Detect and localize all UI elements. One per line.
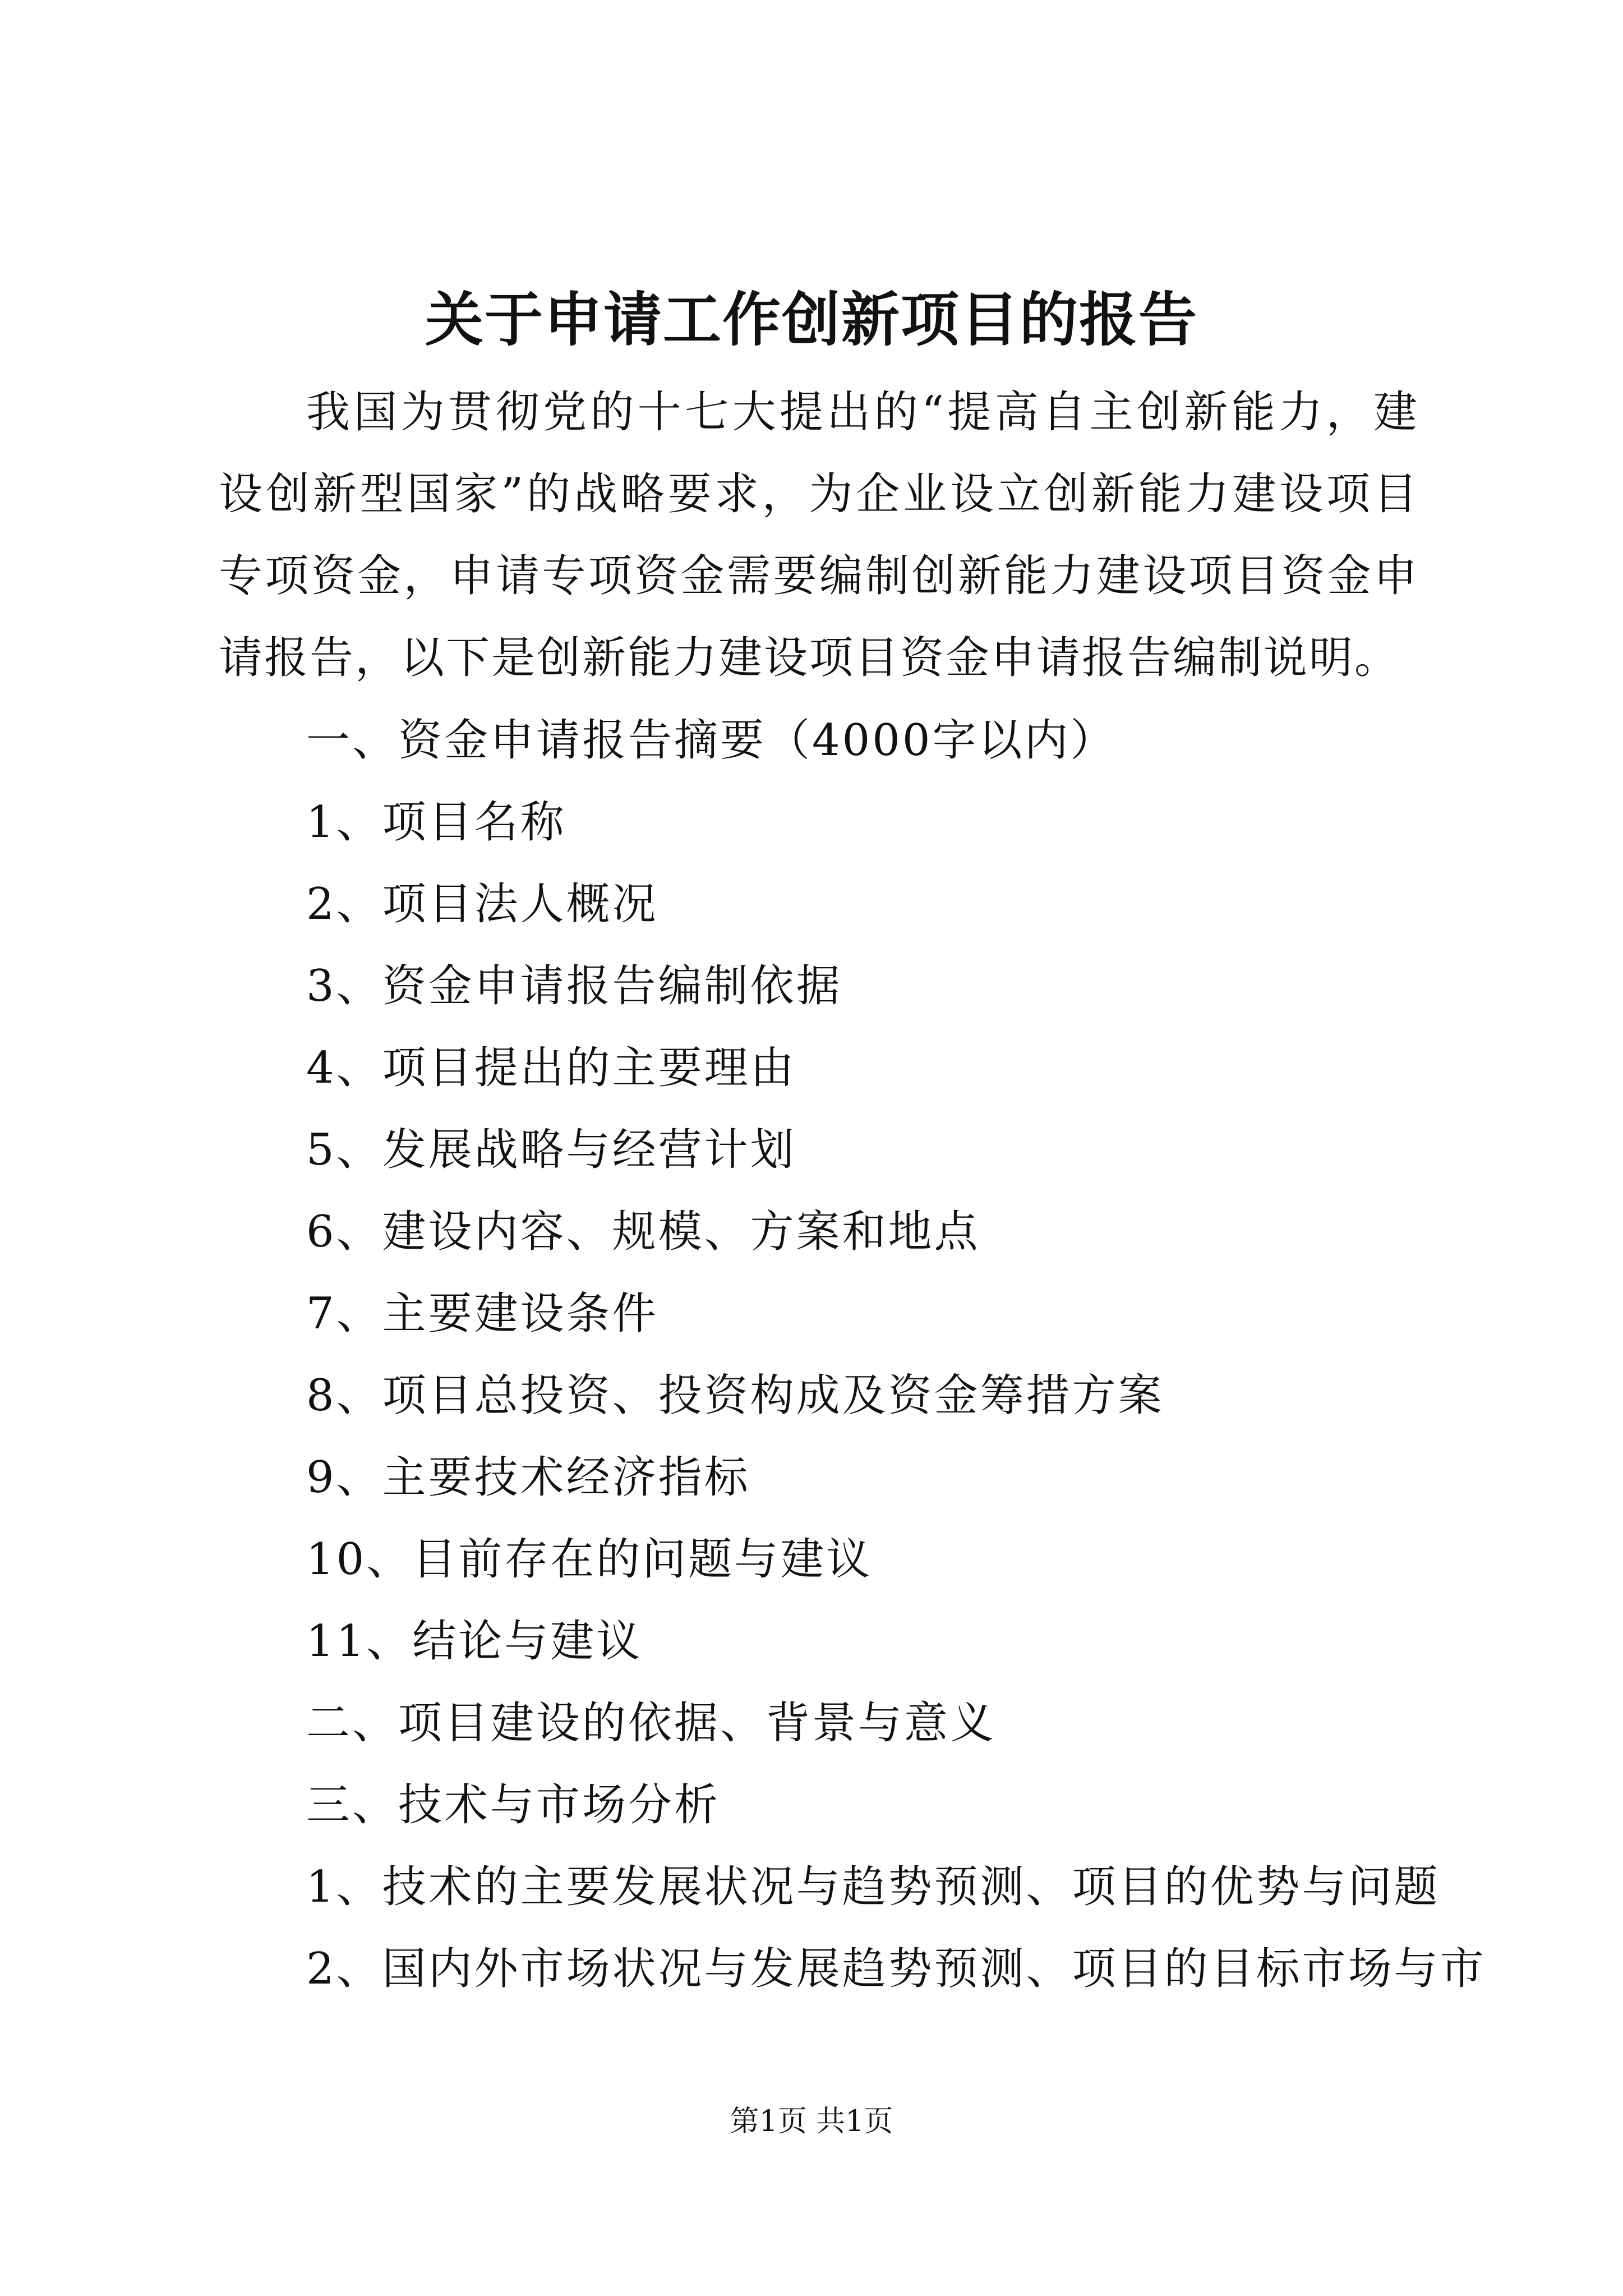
outline-item: 4、项目提出的主要理由 — [306, 1043, 796, 1093]
outline-item: 1、技术的主要发展状况与趋势预测、项目的优势与问题 — [306, 1862, 1440, 1912]
outline-item: 8、项目总投资、投资构成及资金筹措方案 — [306, 1370, 1164, 1421]
outline-item: 3、资金申请报告编制依据 — [306, 961, 842, 1011]
outline-item: 11、结论与建议 — [306, 1616, 643, 1667]
outline-item: 2、国内外市场状况与发展趋势预测、项目的目标市场与市 — [306, 1944, 1486, 1994]
outline-list — [306, 700, 1486, 2010]
page-footer: 第1页 共1页 — [730, 2105, 893, 2138]
outline-item: 三、技术与市场分析 — [306, 1780, 721, 1830]
outline-item: 2、项目法人概况 — [306, 879, 658, 930]
outline-item: 1、项目名称 — [306, 797, 566, 848]
outline-item: 10、目前存在的问题与建议 — [306, 1534, 873, 1585]
intro-paragraph: 我国为贯彻党的十七大提出的“提高自主创新能力，建设创新型国家”的战略要求，为企业设立创新能力建设项目专项资金，申请专项资金需要编制创新能力建设项目资金申请报告，以下是创新能力建设项目资金申请报告编制说明。 — [219, 387, 1419, 683]
document-title: 关于申请工作创新项目的报告 — [425, 285, 1198, 354]
outline-item: 5、发展战略与经营计划 — [306, 1125, 796, 1175]
outline-item: 一、资金申请报告摘要（4000字以内） — [306, 715, 1117, 766]
outline-item: 9、主要技术经济指标 — [306, 1452, 750, 1503]
outline-item: 6、建设内容、规模、方案和地点 — [306, 1207, 980, 1257]
outline-item: 7、主要建设条件 — [306, 1289, 658, 1339]
outline-item: 二、项目建设的依据、背景与意义 — [306, 1698, 997, 1749]
